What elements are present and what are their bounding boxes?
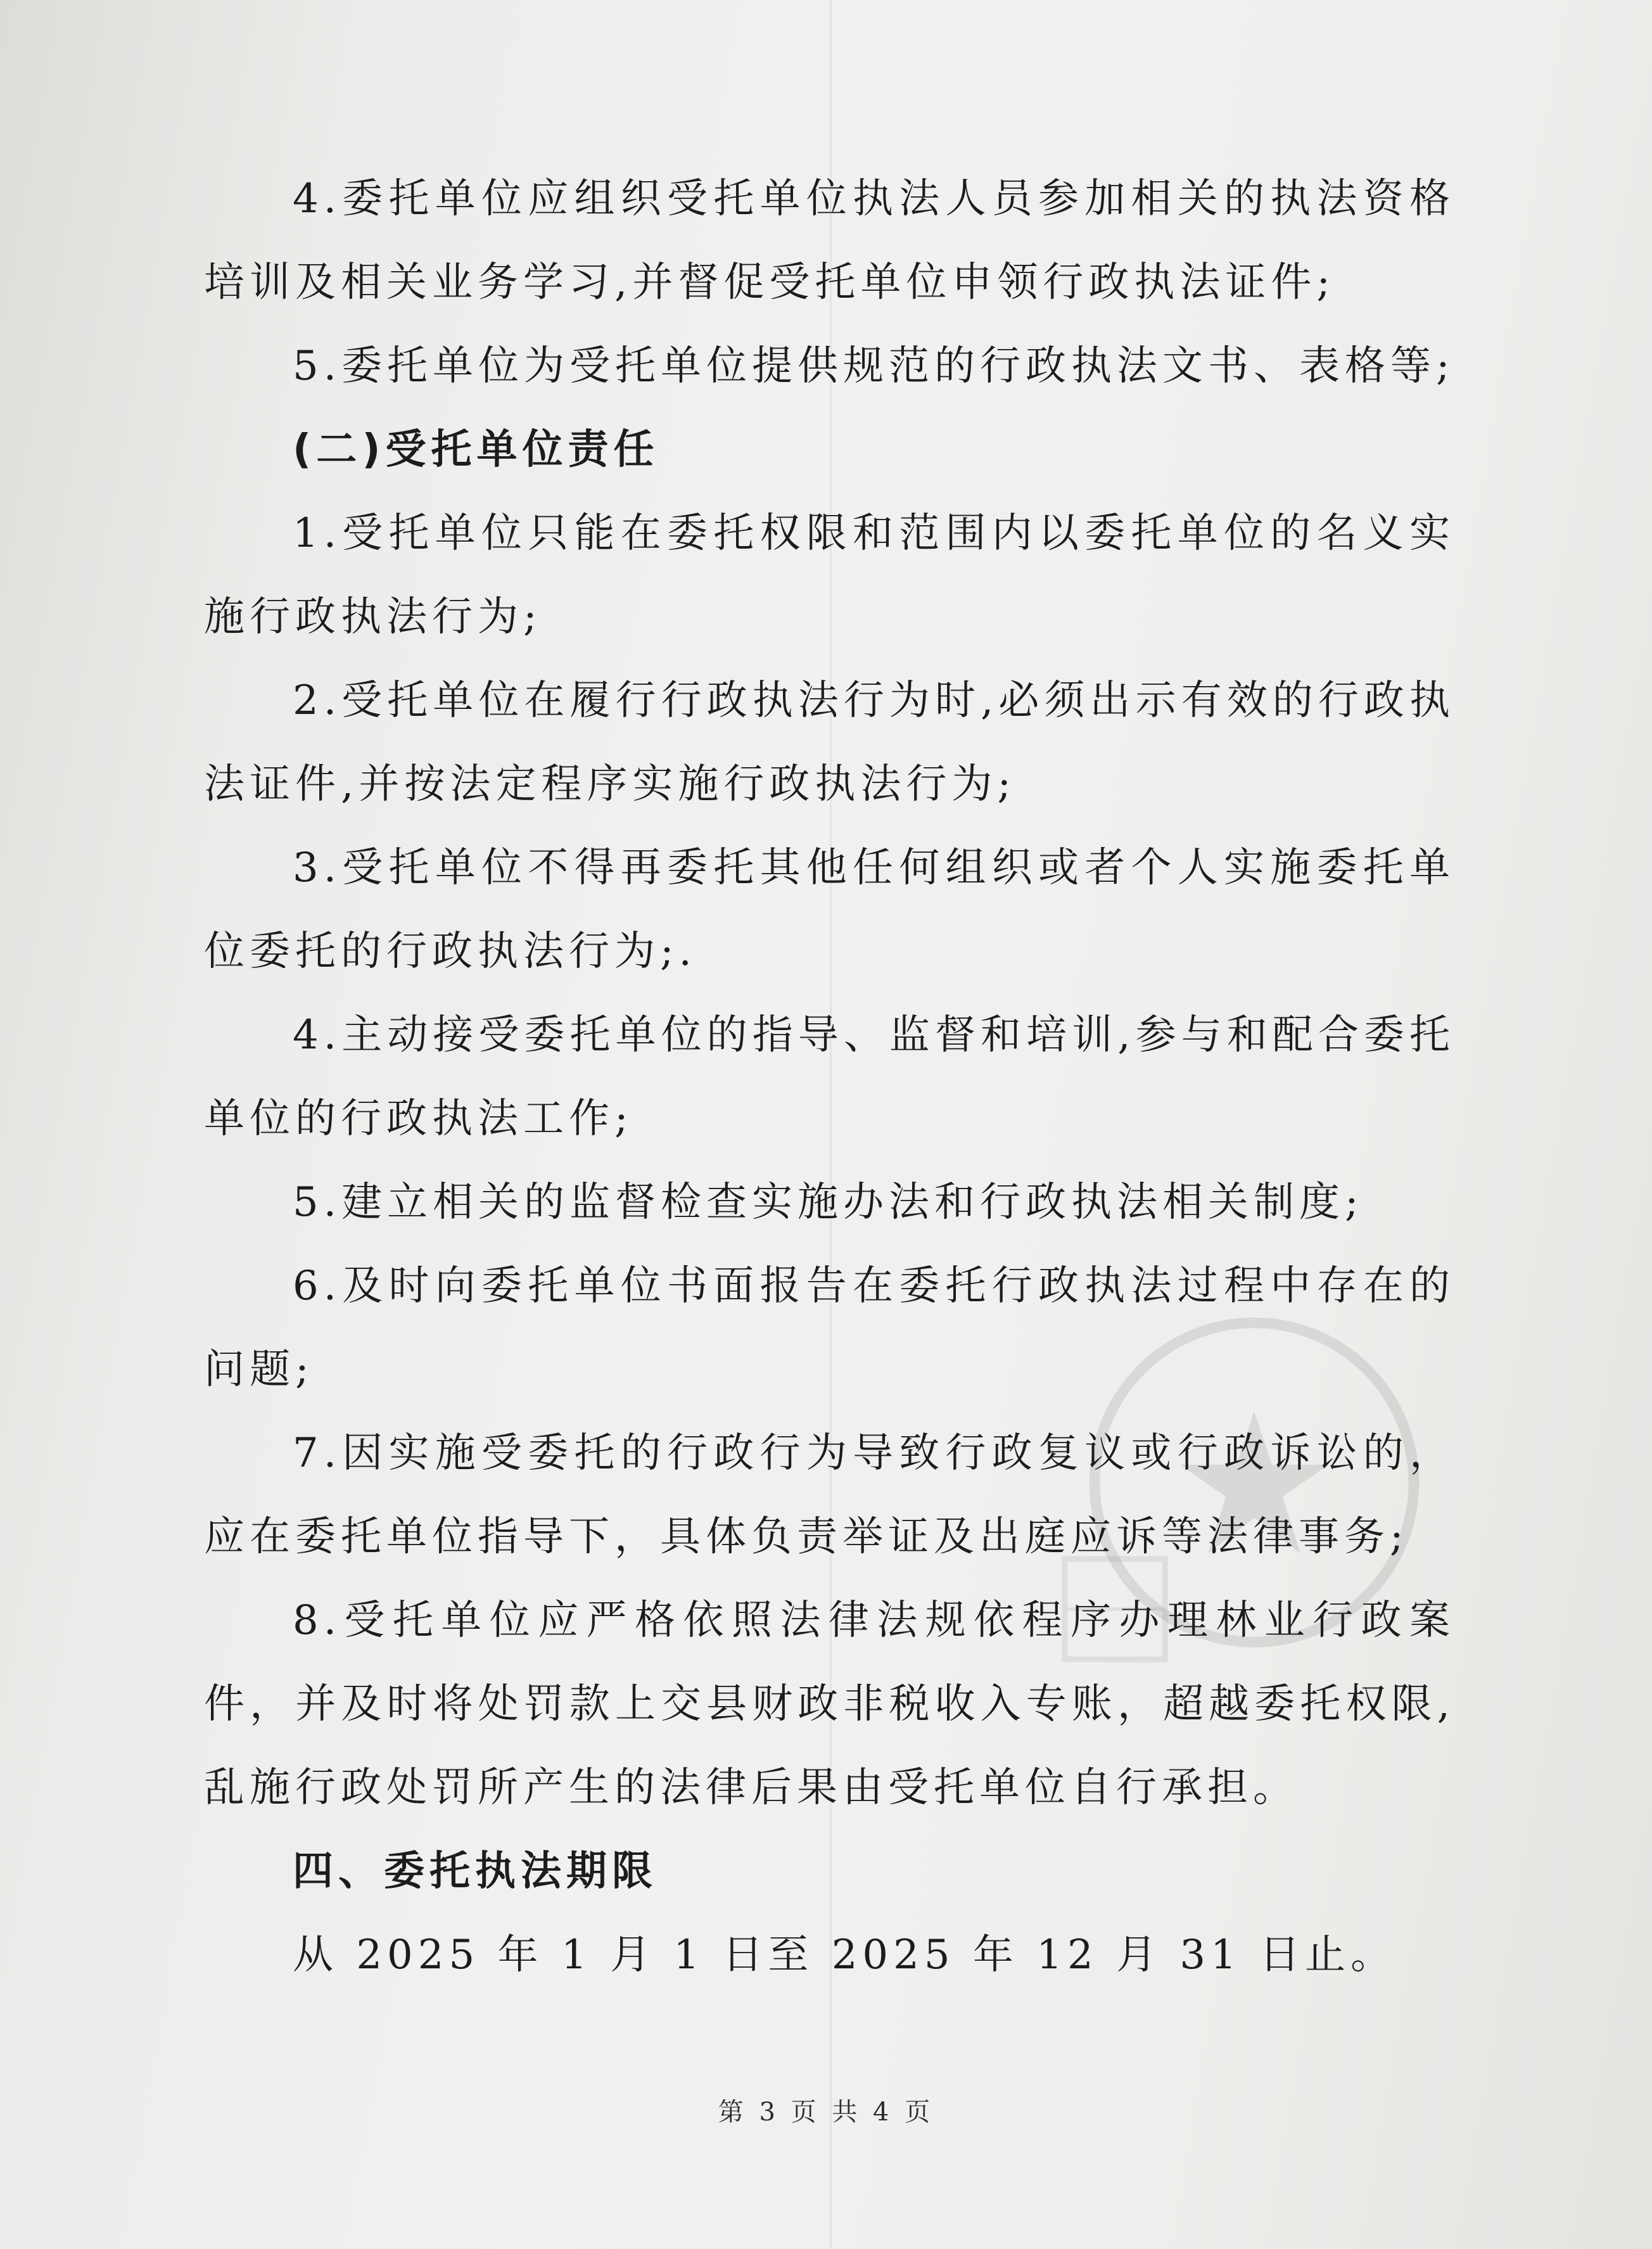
clause-trustee-8: 8.受托单位应严格依照法律法规依程序办理林业行政案件，并及时将处罚款上交县财政非税收入专账，超越委托权限,乱施行政处罚所产生的法律后果由受托单位自行承担。 [204,1597,1455,1811]
page-number: 第 3 页 共 4 页 [718,2098,934,2127]
document-body [204,157,1455,1997]
clause-trustee-5: 5.建立相关的监督检查实施办法和行政执法相关制度; [293,1179,1364,1226]
clause-trustee-6: 6.及时向委托单位书面报告在委托行政执法过程中存在的问题; [204,1263,1455,1393]
clause-entrust-training: 4.委托单位应组织受托单位执法人员参加相关的执法资格培训及相关业务学习,并督促受托单位申领行政执法证件; [204,175,1455,306]
clause-trustee-7: 7.因实施受委托的行政行为导致行政复议或行政诉讼的，应在委托单位指导下，具体负责举证及出庭应诉等法律事务; [204,1430,1455,1560]
section-heading-trustee-responsibility: (二)受托单位责任 [293,426,659,473]
clause-term-dates: 从 2025 年 1 月 1 日至 2025 年 12 月 31 日止。 [293,1932,1397,1978]
clause-trustee-1: 1.受托单位只能在委托权限和范围内以委托单位的名义实施行政执法行为; [204,510,1455,640]
clause-trustee-2: 2.受托单位在履行行政执法行为时,必须出示有效的行政执法证件,并按法定程序实施行政执法行为; [204,677,1455,808]
clause-trustee-4: 4.主动接受委托单位的指导、监督和培训,参与和配合委托单位的行政执法工作; [204,1012,1455,1142]
clause-entrust-documents: 5.委托单位为受托单位提供规范的行政执法文书、表格等; [293,343,1455,390]
section-heading-term: 四、委托执法期限 [293,1848,658,1895]
clause-trustee-3: 3.受托单位不得再委托其他任何组织或者个人实施委托单位委托的行政执法行为;. [204,844,1455,975]
